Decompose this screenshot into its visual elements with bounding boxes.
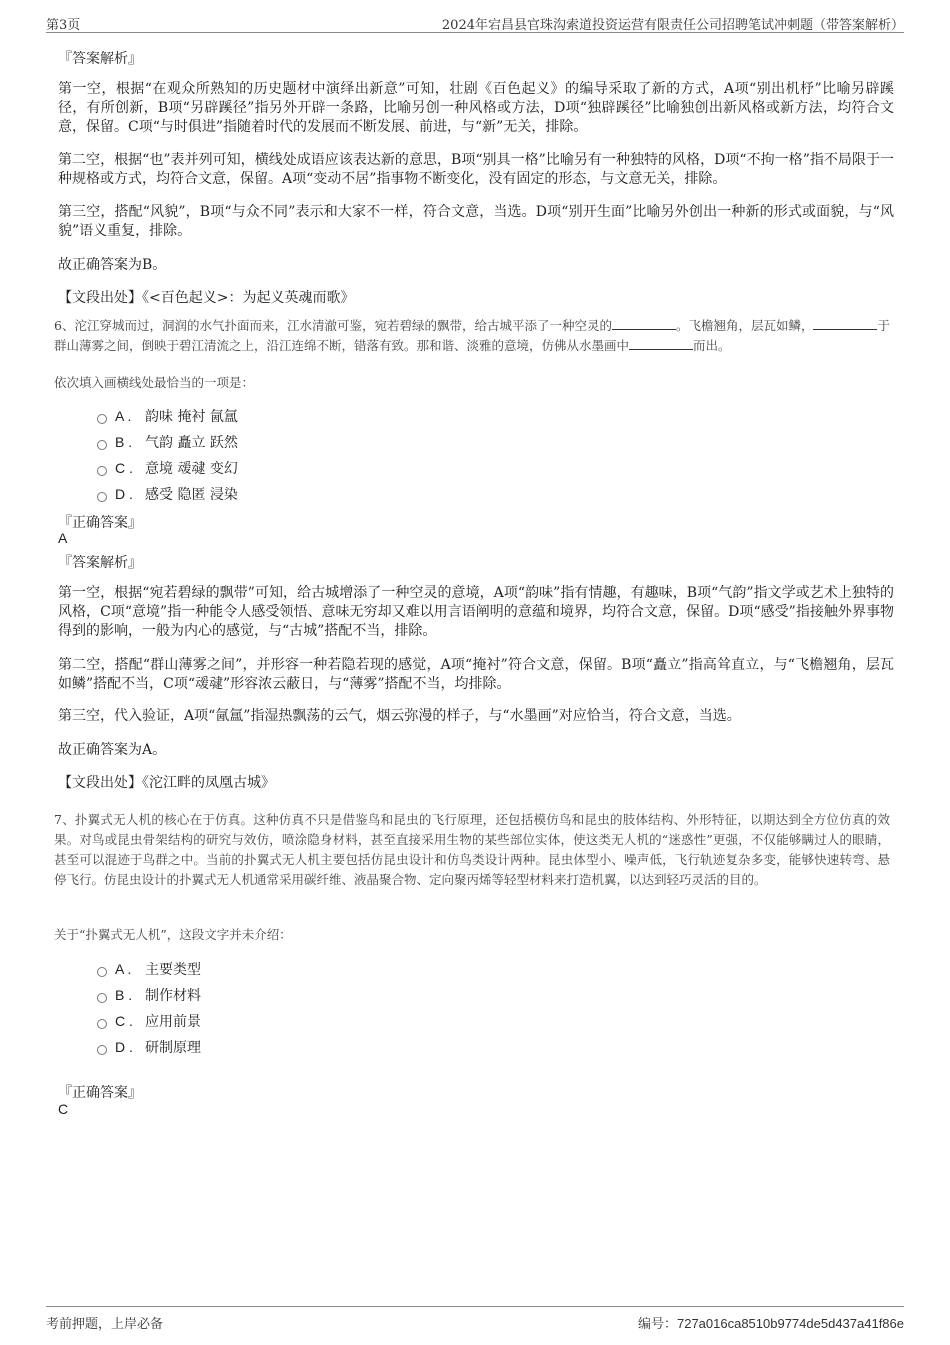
q7-option-b[interactable] xyxy=(97,985,201,1005)
radio-icon[interactable] xyxy=(97,492,107,502)
footer-slogan: 考前押题，上岸必备 xyxy=(46,1317,164,1332)
option-text: 意境 叆叇 变幻 xyxy=(145,461,238,477)
q6-blank-1 xyxy=(612,317,676,330)
q6-option-a[interactable] xyxy=(97,406,238,426)
page-number: 第3页 xyxy=(46,18,81,33)
radio-icon[interactable] xyxy=(97,1019,107,1029)
option-text: 主要类型 xyxy=(145,962,201,978)
q6-blank-3 xyxy=(629,337,693,350)
q6-stem-part-4: 而出。 xyxy=(693,338,731,353)
q7-prompt: 关于“扑翼式无人机”，这段文字并未介绍： xyxy=(54,927,292,942)
radio-icon[interactable] xyxy=(97,466,107,476)
q6-stem xyxy=(54,316,890,356)
q5-analysis-label: 『答案解析』 xyxy=(58,51,142,67)
option-text: 气韵 矗立 跃然 xyxy=(145,435,238,451)
option-letter: D . xyxy=(115,1039,133,1055)
q6-option-c[interactable] xyxy=(97,458,238,478)
option-text: 感受 隐匿 浸染 xyxy=(145,487,238,503)
q6-answer-label: 『正确答案』 xyxy=(58,515,142,531)
q6-stem-part-3: 于群山薄雾之间，倒映于碧江清流之上，沿江连绵不断，错落有致。那和谐、淡雅的意境，仿佛从水墨画中 xyxy=(54,318,890,353)
q6-option-b[interactable] xyxy=(97,432,238,452)
radio-icon[interactable] xyxy=(97,414,107,424)
option-text: 制作材料 xyxy=(145,988,201,1004)
q6-analysis-paragraph-2: 第二空，搭配“群山薄雾之间”，并形容一种若隐若现的感觉，A项“掩衬”符合文意，保留。B项“矗立”指高耸直立，与“飞檐翘角，层瓦如鳞”搭配不当，C项“叆叇”形容浓云蔽日，与“薄雾”搭配不当，均排除。 xyxy=(58,657,894,692)
option-letter: D . xyxy=(115,486,133,502)
option-letter: C . xyxy=(115,1013,133,1029)
radio-icon[interactable] xyxy=(97,993,107,1003)
q7-answer-label: 『正确答案』 xyxy=(58,1085,142,1101)
q6-analysis-paragraph-1: 第一空，根据“宛若碧绿的飘带”可知，给古城增添了一种空灵的意境，A项“韵味”指有情趣，有趣味，B项“气韵”指文学或艺术上独特的风格，C项“意境”指一种能令人感受领悟、意味无穷却又难以用言语阐明的意蕴和境界，均符合文意，保留。D项“感受”指接触外界事物得到的影响，一般为内心的感觉，与“古城”搭配不当，排除。 xyxy=(58,585,894,639)
q6-stem-part-1: 6、沱江穿城而过，洞润的水气扑面而来，江水清澈可鉴，宛若碧绿的飘带，给古城平添了一种空灵的 xyxy=(54,318,612,333)
page-footer xyxy=(46,1306,904,1331)
q6-source: 【文段出处】《沱江畔的凤凰古城》 xyxy=(58,775,275,791)
option-letter: B . xyxy=(115,987,133,1003)
option-text: 研制原理 xyxy=(145,1040,201,1056)
option-letter: C . xyxy=(115,460,133,476)
q5-analysis-paragraph-2: 第二空，根据“也”表并列可知，横线处成语应该表达新的意思，B项“别具一格”比喻另有一种独特的风格，D项“不拘一格”指不局限于一种规格或方式，均符合文意，保留。A项“变动不居”指事物不断变化，没有固定的形态，与文意无关，排除。 xyxy=(58,152,894,187)
option-letter: B . xyxy=(115,434,133,450)
q7-option-c[interactable] xyxy=(97,1011,201,1031)
q6-analysis-label: 『答案解析』 xyxy=(58,555,142,571)
document-title: 2024年宕昌县官珠沟索道投资运营有限责任公司招聘笔试冲刺题（带答案解析） xyxy=(441,18,904,33)
q5-analysis-paragraph-3: 第三空，搭配“风貌”，B项“与众不同”表示和大家不一样，符合文意，当选。D项“别开生面”比喻另外创出一种新的形式或面貌，与“风貌”语义重复，排除。 xyxy=(58,204,894,239)
q5-analysis-paragraph-1: 第一空，根据“在观众所熟知的历史题材中演绎出新意”可知，壮剧《百色起义》的编导采取了新的方式，A项“别出机杼”比喻另辟蹊径，有所创新，B项“另辟蹊径”指另外开辟一条路，比喻另创一种风格或方法，D项“独辟蹊径”比喻独创出新风格或新方法，均符合文意，保留。C项“与时俱进”指随着时代的发展而不断发展、前进，与“新”无关，排除。 xyxy=(58,81,894,135)
radio-icon[interactable] xyxy=(97,440,107,450)
q7-option-a[interactable] xyxy=(97,959,201,979)
q6-option-d[interactable] xyxy=(97,484,238,504)
footer-code-label: 编号： xyxy=(637,1317,677,1332)
q6-stem-part-2: 。飞檐翘角，层瓦如鳞， xyxy=(675,318,814,333)
q7-stem: 7、扑翼式无人机的核心在于仿真。这种仿真不只是借鉴鸟和昆虫的飞行原理，还包括模仿鸟和昆虫的肢体结构、外形特征，以期达到全方位仿真的效果。对鸟或昆虫骨架结构的研究与效仿，喷涂隐身材料，甚至直接采用生物的某些部位实体，使这类无人机的“迷惑性”更强，不仅能够瞒过人的眼睛，甚至可以混迹于鸟群之中。当前的扑翼式无人机主要包括仿昆虫设计和仿鸟类设计两种。昆虫体型小、噪声低，飞行轨迹复杂多变，能够快速转弯、悬停飞行。仿昆虫设计的扑翼式无人机通常采用碳纤维、液晶聚合物、定向聚丙烯等轻型材料来打造机翼，以达到轻巧灵活的目的。 xyxy=(54,812,890,887)
footer-code xyxy=(638,1313,904,1332)
q6-blank-2 xyxy=(813,317,877,330)
q7-answer: C xyxy=(58,1101,69,1117)
q6-analysis-paragraph-3: 第三空，代入验证，A项“氤氲”指湿热飘荡的云气，烟云弥漫的样子，与“水墨画”对应恰当，符合文意，当选。 xyxy=(58,708,741,724)
option-text: 韵味 掩衬 氤氲 xyxy=(145,409,238,425)
page-header xyxy=(46,14,904,33)
q6-prompt: 依次填入画横线处最恰当的一项是： xyxy=(54,375,255,390)
option-letter: A . xyxy=(115,408,132,424)
q6-answer: A xyxy=(58,530,68,546)
radio-icon[interactable] xyxy=(97,967,107,977)
q5-source: 【文段出处】《<百色起义>：为起义英魂而歌》 xyxy=(58,290,355,306)
q6-analysis-conclusion: 故正确答案为A。 xyxy=(58,742,167,758)
footer-code-value: 727a016ca8510b9774de5d437a41f86e xyxy=(676,1316,904,1331)
q7-option-d[interactable] xyxy=(97,1037,201,1057)
option-letter: A . xyxy=(115,961,132,977)
q5-analysis-conclusion: 故正确答案为B。 xyxy=(58,257,167,273)
option-text: 应用前景 xyxy=(145,1014,201,1030)
radio-icon[interactable] xyxy=(97,1045,107,1055)
